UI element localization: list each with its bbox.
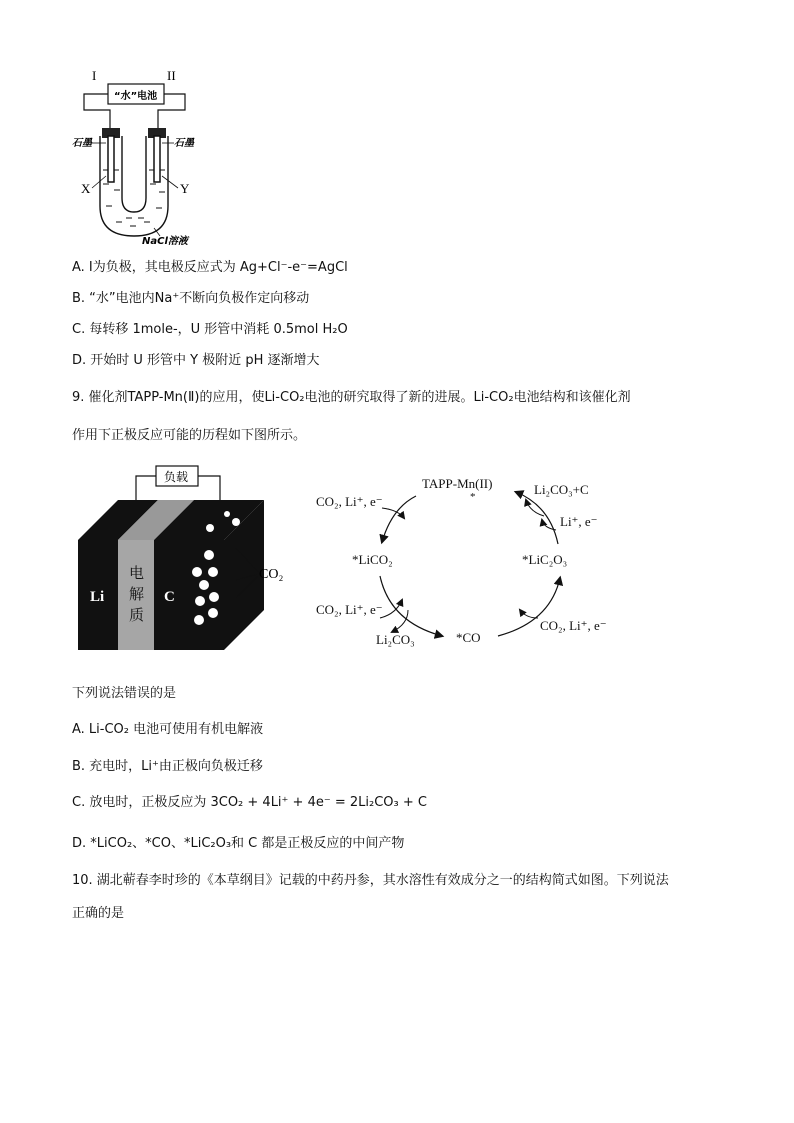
- graphite-right-label: 石墨: [174, 138, 194, 149]
- li-label: Li: [90, 589, 105, 605]
- electrode-X: [108, 136, 114, 182]
- cycle-bottom-left-reactants: CO₂, Li⁺, e⁻: [316, 602, 383, 617]
- q9-option-c: C. 放电时，正极反应为 3CO₂ + 4Li⁺ + 4e⁻ = 2Li₂CO₃ + C: [72, 795, 427, 810]
- q10-stem-line1: 10. 湖北蕲春李时珍的《本草纲目》记载的中药丹参，其水溶性有效成分之一的结构简式如图。下列说法: [72, 873, 669, 888]
- cycle-top-node: TAPP-Mn(II): [422, 476, 493, 491]
- nacl-label: NaCl溶液: [142, 236, 188, 246]
- q8-option-d: D. 开始时 U 形管中 Y 极附近 pH 逐渐增大: [72, 353, 320, 368]
- cycle-bottom-right-reactants: CO₂, Li⁺, e⁻: [540, 618, 607, 633]
- label-Y: Y: [180, 181, 190, 196]
- q8-option-b: B. “水”电池内Na⁺不断向负极作定向移动: [72, 291, 310, 306]
- catalytic-cycle-figure: [312, 472, 632, 656]
- u-tube-figure: [70, 66, 200, 246]
- electrolyte-char-2: 解: [129, 585, 145, 603]
- q9-option-d: D. *LiCO₂、*CO、*LiC₂O₃和 C 都是正极反应的中间产物: [72, 836, 405, 851]
- q9-prompt: 下列说法错误的是: [72, 686, 177, 701]
- q8-option-c: C. 每转移 1mole-，U 形管中消耗 0.5mol H₂O: [72, 322, 348, 337]
- electrolyte-char-3: 质: [129, 606, 145, 624]
- cycle-top-star: *: [470, 491, 476, 503]
- q9-stem-line2: 作用下正极反应可能的历程如下图所示。: [72, 428, 307, 443]
- label-I: I: [92, 68, 97, 83]
- label-II: II: [167, 68, 176, 83]
- electrolyte-char-1: 电: [129, 564, 145, 582]
- co2-label: CO₂: [259, 567, 284, 582]
- cycle-bottom-left-product: Li₂CO₃: [376, 632, 415, 647]
- load-label: 负载: [164, 470, 189, 484]
- li-co2-battery-figure: [78, 462, 298, 654]
- q9-option-a: A. Li-CO₂ 电池可使用有机电解液: [72, 722, 264, 737]
- q9-stem-line1: 9. 催化剂TAPP-Mn(Ⅱ)的应用，使Li-CO₂电池的研究取得了新的进展。Li-CO₂电池结构和该催化剂: [72, 390, 631, 405]
- label-X: X: [81, 181, 91, 196]
- cycle-bottom-node: *CO: [456, 630, 481, 645]
- q9-option-b: B. 充电时，Li⁺由正极向负极迁移: [72, 759, 263, 774]
- cycle-right-upper-reactants: Li⁺, e⁻: [560, 514, 598, 529]
- q8-option-a: A. I为负极，其电极反应式为 Ag+Cl⁻-e⁻=AgCl: [72, 260, 348, 275]
- q10-stem-line2: 正确的是: [72, 906, 125, 921]
- graphite-left-label: 石墨: [72, 138, 92, 149]
- battery-label: “水”电池: [114, 91, 158, 102]
- electrode-Y: [154, 136, 160, 182]
- cycle-top-right-products: Li₂CO₃+C: [534, 482, 589, 497]
- cycle-top-left-reactants: CO₂, Li⁺, e⁻: [316, 494, 383, 509]
- c-label: C: [164, 589, 175, 605]
- cycle-left-node: *LiCO₂: [352, 552, 393, 567]
- cycle-right-node: *LiC₂O₃: [522, 552, 568, 567]
